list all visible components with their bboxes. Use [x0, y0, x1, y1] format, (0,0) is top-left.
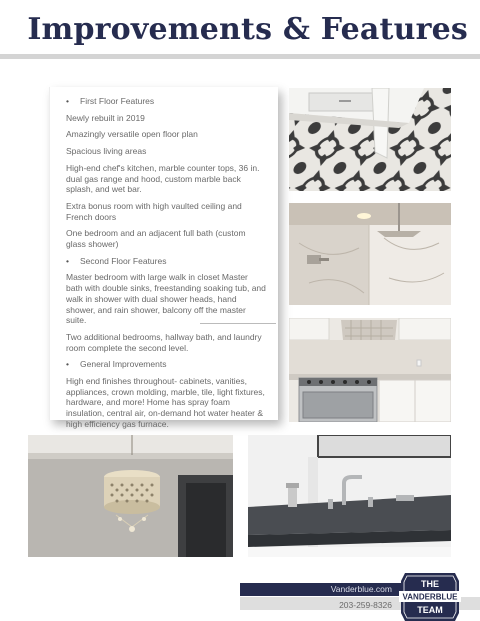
- photo-vanity-faucet: [248, 435, 451, 557]
- vanderblue-team-logo: [399, 573, 461, 621]
- title-divider: [0, 54, 480, 59]
- footer-website[interactable]: Vanderblue.com: [330, 584, 392, 594]
- card-underline: [200, 323, 276, 324]
- features-list: [66, 96, 266, 436]
- logo-line1: THE: [421, 579, 439, 589]
- feature-item: Two additional bedrooms, hallway bath, and laundry room complete the second level.: [66, 331, 262, 353]
- feature-section-heading: • Second Floor Features: [66, 256, 266, 267]
- photo-chandelier: [28, 435, 233, 557]
- photo-marble-shower: [289, 203, 451, 305]
- feature-item: High end finishes throughout- cabinets, vanities, appliances, crown molding, marble, tile, light fixtures, hardware, and more! Home has spray foam insulation, central air, on-demand hot water heater & high efficiency gas furnace.: [66, 376, 265, 429]
- feature-item: High-end chef's kitchen, marble counter tops, 36 in. dual gas range and hood, custom marble back splash, and wet bar.: [66, 162, 260, 195]
- feature-item: Spacious living areas: [66, 146, 147, 157]
- feature-item: One bedroom and an adjacent full bath (custom glass shower): [66, 228, 246, 250]
- photo-kitchen-range: [289, 318, 451, 422]
- feature-item: Amazingly versatile open floor plan: [66, 129, 198, 140]
- footer-phone: 203-259-8326: [339, 600, 392, 610]
- logo-line2: VANDERBLUE: [402, 592, 458, 602]
- feature-item: Extra bonus room with high vaulted ceiling and French doors: [66, 200, 242, 222]
- feature-section-heading: • General Improvements: [66, 359, 266, 370]
- page-title: Improvements & Features: [27, 12, 468, 47]
- feature-item: Newly rebuilt in 2019: [66, 112, 145, 123]
- feature-item: Master bedroom with large walk in closet Master bath with double sinks, freestanding soaking tub, and walk in shower with dual shower heads, hand shower, and rain shower, balcony off the master suite.: [66, 272, 266, 326]
- logo-line3: TEAM: [417, 605, 443, 615]
- feature-section-heading: • First Floor Features: [66, 96, 266, 107]
- photo-tile-floor: [289, 88, 451, 191]
